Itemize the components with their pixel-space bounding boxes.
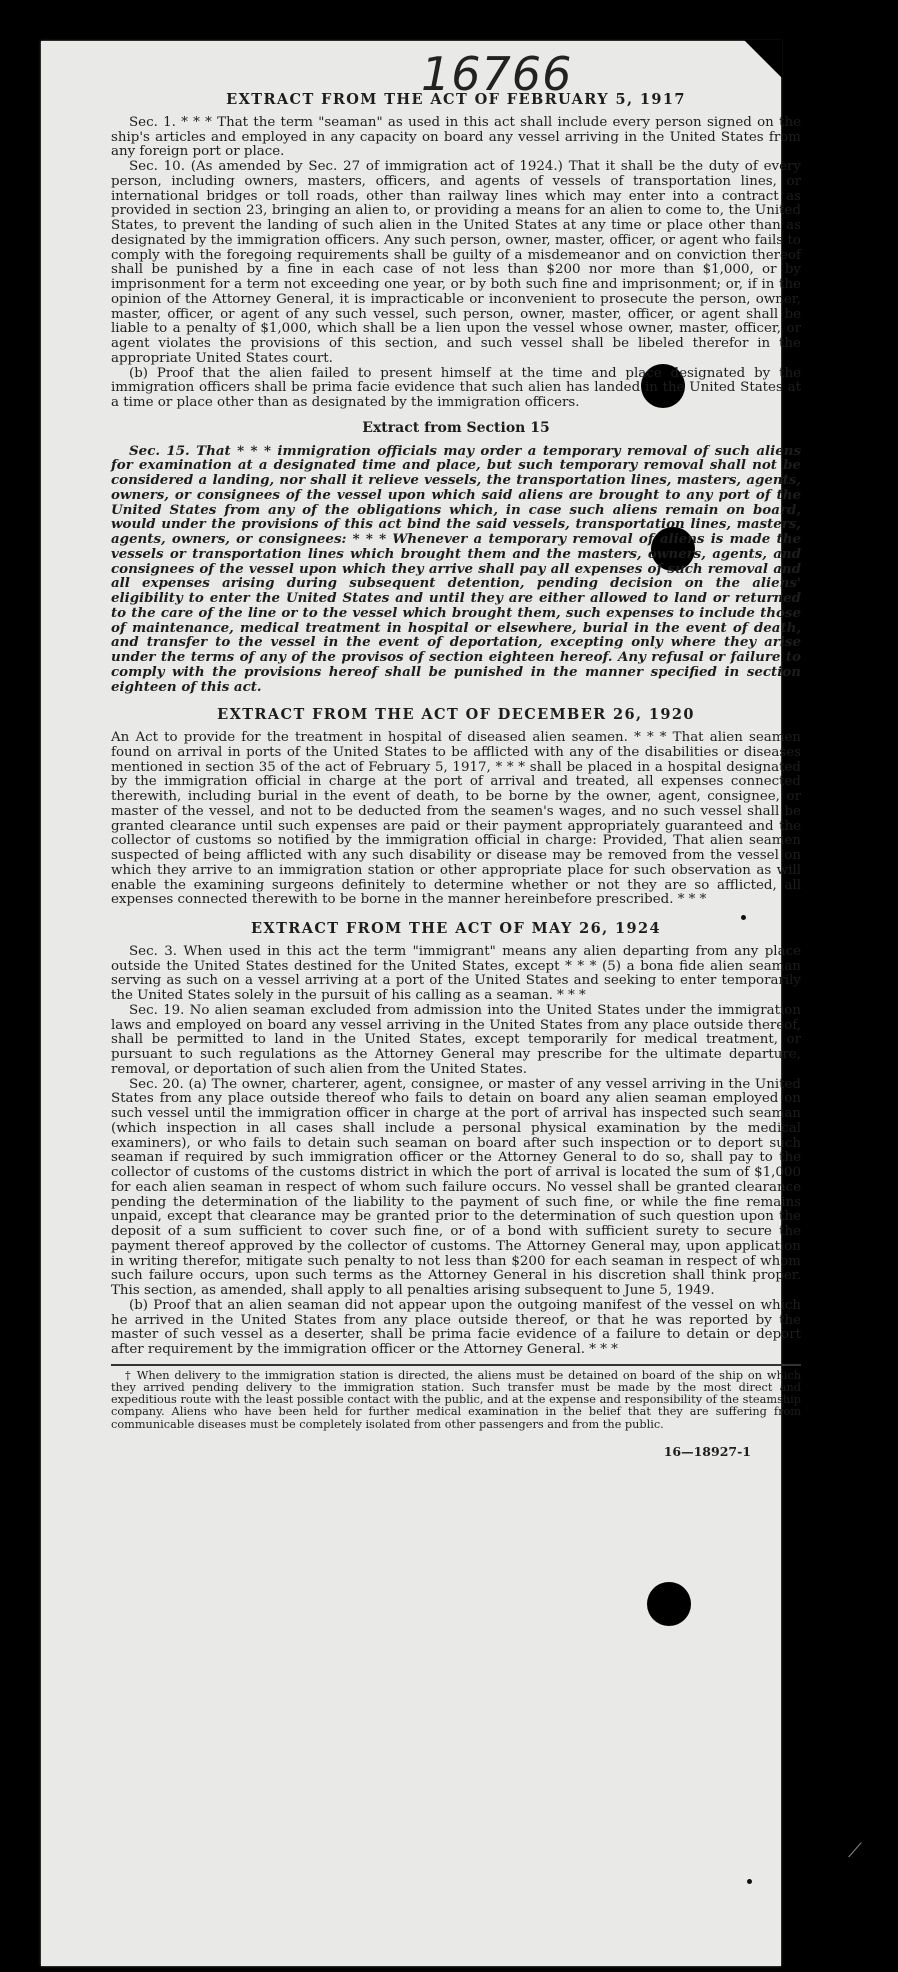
footnote <box>111 1364 801 1431</box>
section-20-b: (b) Proof that an alien seaman did not appear upon the outgoing manifest of the vessel on which he arrived in the United States from any place outside thereof, or that he was reported by the master of such vessel as a deserter, shall be prima facie evidence of a failure to detain or deport after requirement by the immigration officer or the Attorney General. * * * <box>111 1297 801 1357</box>
heading-act-1920: EXTRACT FROM THE ACT OF DECEMBER 26, 1920 <box>217 706 695 724</box>
document-page <box>41 41 801 1966</box>
section-10: Sec. 10. (As amended by Sec. 27 of immigration act of 1924.) That it shall be the duty of every person, including owners, masters, officers, and agents of vessels of transportation lines, or international bridges or toll roads, other than railway lines which may enter into a contract as provided in section 23, bringing an alien to, or providing a means for an alien to come to, the United States, to prevent the landing of such alien in the United States at any time or place other than as designated by the immigration officers. Any such person, owner, master, officer, or agent who fails to comply with the foregoing requirements shall be guilty of a misdemeanor and on conviction thereof shall be punished by a fine in each case of not less than $200 nor more than $1,000, or by imprisonment for a term not exceeding one year, or by both such fine and imprisonment; or, if in the opinion of the Attorney General, it is impracticable or inconvenient to prosecute the person, owner, master, officer, or agent of any such vessel, such person, owner, master, officer, or agent shall be liable to a penalty of $1,000, which shall be a lien upon the vessel whose owner, master, officer, or agent violates the provisions of this section, and such vessel shall be libeled therefor in the appropriate United States court. <box>111 159 801 366</box>
section-19: Sec. 19. No alien seaman excluded from admission into the United States under the immigration laws and employed on board any vessel arriving in the United States from any place outside thereof, shall be permitted to land in the United States, except temporarily for medical treatment, or pursuant to such regulations as the Attorney General may prescribe for the ultimate departure, removal, or deportation of such alien from the United States. <box>111 1002 801 1077</box>
heading-act-1924: EXTRACT FROM THE ACT OF MAY 26, 1924 <box>250 920 662 937</box>
section-15-text: Sec. 15. That * * * immigration officials may order a temporary removal of such aliens for examination at a designated time and place, but such temporary removal shall not be considered a landing, nor shall it relieve vessels, the transportation lines, masters, agents, owners, or consignees of the vessel upon which said aliens are brought to any port of the United States from any of the obligations which, in case such aliens remain on board, would under the provisions of this act bind the said vessels, transportation lines, masters, agents, owners, or consignees: * * * Whenever a temporary removal of aliens is made the vessels or transportation lines which brought them and the masters, owners, agents, and consignees of the vessel upon which they arrive shall pay all expenses of such removal and all expenses arising during subsequent detention, pending decision on the aliens' eligibility to enter the United States and until they are either allowed to land or returned to the care of the line or to the vessel which brought them, such expenses to include those of maintenance, medical treatment in hospital or elsewhere, burial in the event of death, and transfer to the vessel in the event of deportation, excepting only where they arise under the terms of any of the provisos of section eighteen hereof. Any refusal or failure to comply with the provisions hereof shall be punished in the manner specified in section eighteen of this act. <box>111 442 801 695</box>
section-20-a: Sec. 20. (a) The owner, charterer, agent, consignee, or master of any vessel arriving in the United States from any place outside thereof who fails to detain on board any alien seaman employed on such vessel until the immigration officer in charge at the port of arrival has inspected such seaman (which inspection in all cases shall include a personal physical examination by the medical examiners), or who fails to detain such seaman on board after such inspection or to deport such seaman if required by such immigration officer or the Attorney General to do so, shall pay to the collector of customs of the customs district in which the port of arrival is located the sum of $1,000 for each alien seaman in respect of whom such failure occurs. No vessel shall be granted clearance pending the determination of the liability to the payment of such fine, or while the fine remains unpaid, except that clearance may be granted prior to the determination of such question upon the deposit of a sum sufficient to cover such fine, or of a bond with sufficient surety to secure the payment thereof approved by the collector of customs. The Attorney General may, upon application in writing therefor, mitigate such penalty to not less than $200 for each seaman in respect of whom such failure occurs, upon such terms as the Attorney General in his discretion shall think proper. This section, as amended, shall apply to all penalties arising subsequent to June 5, 1949. <box>111 1076 801 1298</box>
section-3-immigrant: Sec. 3. When used in this act the term "immigrant" means any alien departing from any place outside the United States destined for the United States, except * * * (5) a bona fide alien seaman serving as such on a vessel arriving at a port of the United States and seeking to enter temporarily the United States solely in the pursuit of his calling as a seaman. * * * <box>111 943 801 1003</box>
section-1-seaman: Sec. 1. * * * That the term "seaman" as used in this act shall include every person signed on the ship's articles and employed in any capacity on board any vessel arriving in the United States from any foreign port or place. <box>111 114 801 160</box>
section-10-b: (b) Proof that the alien failed to present himself at the time and place designated by the immigration officers shall be prima facie evidence that such alien has landed in the United States at a time or place other than as designated by the immigration officers. <box>111 365 801 410</box>
section-15-block <box>111 444 801 695</box>
document-body <box>111 93 801 1460</box>
speck-mark <box>747 1879 752 1884</box>
footnote-text: † When delivery to the immigration station is directed, the aliens must be detained on board of the ship on which they arrived pending delivery to the immigration station. Such transfer must be made by the most direct and expeditious route with the least possible contact with the public, and at the expense and responsibility of the steamship company. Aliens who have been held for further medical examination in the belief that they are suffering from communicable diseases must be completely isolated from other passengers and from the public. <box>111 1368 801 1431</box>
heading-act-1917: EXTRACT FROM THE ACT OF FEBRUARY 5, 1917 <box>226 91 686 108</box>
document-number: 16—18927-1 <box>663 1443 751 1459</box>
punch-hole <box>647 1582 691 1626</box>
section-1920-text: An Act to provide for the treatment in hospital of diseased alien seamen. * * * That alien seamen found on arrival in ports of the United States to be afflicted with any of the disabilities or diseases mentioned in section 35 of the act of February 5, 1917, * * * shall be placed in a hospital designated by the immigration official in charge at the port of arrival and treated, all expenses connected therewith, including burial in the event of death, to be borne by the owner, agent, consignee, or master of the vessel, and not to be deducted from the seamen's wages, and no such vessel shall be granted clearance until such expenses are paid or their payment appropriately guaranteed and the collector of customs so notified by the immigration official in charge: Provided, That alien seamen suspected of being afflicted with any such disability or disease may be removed from the vessel on which they arrive to an immigration station or other appropriate place for such observation as will enable the examining surgeons definitely to determine whether or not they are so afflicted, all expenses connected therewith to be borne in the manner hereinbefore prescribed. * * * <box>111 730 801 908</box>
handwritten-file-number: 16766 <box>421 47 573 101</box>
margin-mark: ⟋ <box>848 1838 862 1862</box>
heading-section-15: Extract from Section 15 <box>362 419 550 436</box>
